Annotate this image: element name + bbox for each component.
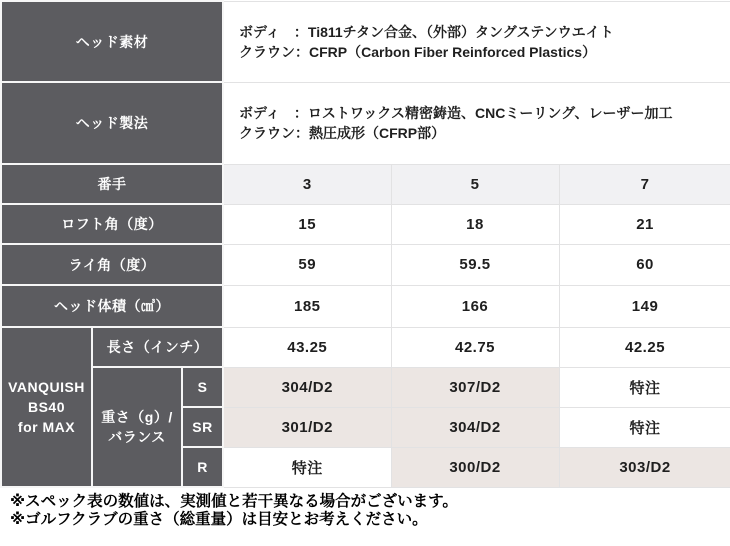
head-process-value — [223, 82, 730, 164]
loft-label: ロフト角（度） — [1, 204, 223, 244]
head-process-body-line: ボディ ：ロストワックス精密鋳造、CNCミーリング、レーザー加工 — [239, 105, 673, 121]
flex-r-value-5: 300/D2 — [391, 447, 559, 487]
shaft-name-line3: for MAX — [17, 419, 76, 435]
flex-sr-label: SR — [182, 407, 223, 447]
club-number-3: 3 — [223, 164, 391, 204]
weight-balance-label — [92, 367, 182, 487]
head-material-label: ヘッド素材 — [1, 1, 223, 82]
club-number-label: 番手 — [1, 164, 223, 204]
footnote-measurement: ※スペック表の数値は、実測値と若干異なる場合がございます。 — [10, 493, 458, 510]
shaft-name-cell — [1, 327, 92, 487]
head-volume-7: 149 — [559, 285, 730, 327]
row-head-volume — [1, 285, 730, 327]
flex-sr-value-3: 301/D2 — [223, 407, 391, 447]
shaft-name-line1: VANQUISH — [8, 379, 85, 395]
flex-sr-value-7: 特注 — [559, 407, 730, 447]
weight-balance-line2: バランス — [108, 429, 166, 445]
length-value-7: 42.25 — [559, 327, 730, 367]
head-material-value — [223, 1, 730, 82]
head-volume-3: 185 — [223, 285, 391, 327]
weight-balance-line1: 重さ（g）/ — [101, 409, 173, 425]
head-volume-label: ヘッド体積（㎤） — [1, 285, 223, 327]
length-value-5: 42.75 — [391, 327, 559, 367]
row-flex-s — [1, 367, 730, 407]
head-process-label: ヘッド製法 — [1, 82, 223, 164]
loft-value-5: 18 — [391, 204, 559, 244]
shaft-name-line2: BS40 — [27, 399, 66, 415]
footnote-weight: ※ゴルフクラブの重さ（総重量）は目安とお考えください。 — [10, 510, 428, 528]
loft-value-7: 21 — [559, 204, 730, 244]
flex-r-label: R — [182, 447, 223, 487]
lie-label: ライ角（度） — [1, 244, 223, 285]
flex-s-value-7: 特注 — [559, 367, 730, 407]
head-material-body-line: ボディ ：Ti811チタン合金、（外部）タングステンウエイト — [239, 23, 614, 40]
row-lie — [1, 244, 730, 285]
footnotes — [0, 488, 730, 528]
row-length — [1, 327, 730, 367]
row-loft — [1, 204, 730, 244]
head-material-crown-line: クラウン：CFRP（Carbon Fiber Reinforced Plastics） — [239, 43, 597, 60]
row-head-material — [1, 1, 730, 82]
length-value-3: 43.25 — [223, 327, 391, 367]
length-label: 長さ（インチ） — [92, 327, 223, 367]
head-volume-5: 166 — [391, 285, 559, 327]
flex-s-value-5: 307/D2 — [391, 367, 559, 407]
row-head-process — [1, 82, 730, 164]
flex-s-label: S — [182, 367, 223, 407]
flex-s-value-3: 304/D2 — [223, 367, 391, 407]
lie-value-3: 59 — [223, 244, 391, 285]
flex-r-value-3: 特注 — [223, 447, 391, 487]
flex-sr-value-5: 304/D2 — [391, 407, 559, 447]
club-number-5: 5 — [391, 164, 559, 204]
club-number-7: 7 — [559, 164, 730, 204]
flex-r-value-7: 303/D2 — [559, 447, 730, 487]
loft-value-3: 15 — [223, 204, 391, 244]
lie-value-7: 60 — [559, 244, 730, 285]
head-process-crown-line: クラウン：熱圧成形（CFRP部） — [239, 125, 446, 141]
lie-value-5: 59.5 — [391, 244, 559, 285]
row-club-number — [1, 164, 730, 204]
